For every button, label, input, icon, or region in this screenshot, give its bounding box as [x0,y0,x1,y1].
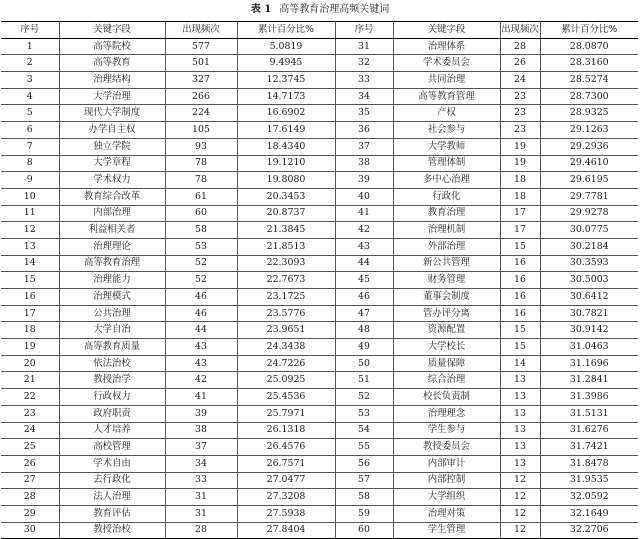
frequency-cell: 23 [500,122,540,139]
index-cell: 44 [335,255,393,272]
table-row [1,172,638,189]
header-frequency: 出现频次 [165,22,237,39]
index-cell: 19 [1,339,59,356]
keyword-cell: 治理体系 [393,38,500,55]
frequency-cell: 43 [165,339,237,356]
table-row [1,489,638,506]
cumulative-percent-cell: 23.9651 [237,322,335,339]
index-cell: 17 [1,305,59,322]
cumulative-percent-cell: 32.0592 [540,489,638,506]
frequency-cell: 13 [500,389,540,406]
table-row [1,372,638,389]
frequency-cell: 52 [165,255,237,272]
keyword-cell: 内部治理 [59,205,165,222]
keyword-cell: 高等院校 [59,38,165,55]
cumulative-percent-cell: 28.3160 [540,55,638,72]
keyword-cell: 法人治理 [59,489,165,506]
cumulative-percent-cell: 28.5274 [540,72,638,89]
index-cell: 54 [335,422,393,439]
frequency-cell: 327 [165,72,237,89]
frequency-cell: 501 [165,55,237,72]
index-cell: 41 [335,205,393,222]
table-row [1,405,638,422]
keyword-cell: 校长负责制 [393,389,500,406]
keyword-cell: 高等教育管理 [393,88,500,105]
index-cell: 5 [1,105,59,122]
index-cell: 37 [335,138,393,155]
index-cell: 3 [1,72,59,89]
table-row [1,88,638,105]
table-row [1,522,638,539]
frequency-cell: 17 [500,205,540,222]
keyword-cell: 财务管理 [393,272,500,289]
keyword-cell: 高等教育 [59,55,165,72]
cumulative-percent-cell: 30.7821 [540,305,638,322]
index-cell: 50 [335,355,393,372]
cumulative-percent-cell: 31.9535 [540,472,638,489]
cumulative-percent-cell: 25.0925 [237,372,335,389]
keyword-cell: 独立学院 [59,138,165,155]
cumulative-percent-cell: 24.3438 [237,339,335,356]
cumulative-percent-cell: 31.6276 [540,422,638,439]
cumulative-percent-cell: 12.3745 [237,72,335,89]
cumulative-percent-cell: 32.2706 [540,522,638,539]
index-cell: 11 [1,205,59,222]
index-cell: 39 [335,172,393,189]
cumulative-percent-cell: 22.3093 [237,255,335,272]
cumulative-percent-cell: 21.8513 [237,238,335,255]
frequency-cell: 13 [500,455,540,472]
keyword-cell: 教育评估 [59,505,165,522]
index-cell: 56 [335,455,393,472]
keyword-cell: 学术权力 [59,172,165,189]
table-row [1,355,638,372]
table-row [1,55,638,72]
frequency-cell: 58 [165,222,237,239]
cumulative-percent-cell: 24.7226 [237,355,335,372]
frequency-cell: 13 [500,422,540,439]
table-row [1,238,638,255]
index-cell: 36 [335,122,393,139]
table-caption-title: 高等教育治理高频关键词 [279,4,390,15]
keyword-cell: 依法治校 [59,355,165,372]
frequency-cell: 13 [500,372,540,389]
cumulative-percent-cell: 28.0870 [540,38,638,55]
keyword-cell: 教授治学 [59,372,165,389]
cumulative-percent-cell: 31.1696 [540,355,638,372]
cumulative-percent-cell: 23.1725 [237,289,335,306]
cumulative-percent-cell: 29.1263 [540,122,638,139]
header-cumulative-percent: 累计百分比% [237,22,335,39]
keyword-cell: 去行政化 [59,472,165,489]
cumulative-percent-cell: 28.7300 [540,88,638,105]
frequency-cell: 78 [165,155,237,172]
keyword-cell: 质量保障 [393,355,500,372]
keyword-cell: 学生参与 [393,422,500,439]
frequency-cell: 12 [500,472,540,489]
index-cell: 1 [1,38,59,55]
cumulative-percent-cell: 20.3453 [237,188,335,205]
frequency-cell: 60 [165,205,237,222]
index-cell: 34 [335,88,393,105]
index-cell: 52 [335,389,393,406]
keyword-cell: 产权 [393,105,500,122]
keyword-cell: 外部治理 [393,238,500,255]
cumulative-percent-cell: 30.2184 [540,238,638,255]
cumulative-percent-cell: 32.1649 [540,505,638,522]
cumulative-percent-cell: 26.4576 [237,439,335,456]
table-row [1,205,638,222]
keyword-cell: 治理模式 [59,289,165,306]
keyword-cell: 治理结构 [59,72,165,89]
cumulative-percent-cell: 27.0477 [237,472,335,489]
frequency-cell: 105 [165,122,237,139]
index-cell: 16 [1,289,59,306]
index-cell: 4 [1,88,59,105]
table-row [1,38,638,55]
frequency-cell: 31 [165,489,237,506]
index-cell: 55 [335,439,393,456]
keyword-cell: 公共治理 [59,305,165,322]
table-row [1,272,638,289]
frequency-cell: 12 [500,489,540,506]
frequency-cell: 23 [500,105,540,122]
frequency-cell: 16 [500,255,540,272]
header-index: 序号 [1,22,59,39]
cumulative-percent-cell: 30.0775 [540,222,638,239]
cumulative-percent-cell: 28.9325 [540,105,638,122]
cumulative-percent-cell: 29.4610 [540,155,638,172]
index-cell: 29 [1,505,59,522]
frequency-cell: 16 [500,305,540,322]
cumulative-percent-cell: 9.4945 [237,55,335,72]
table-caption [0,4,640,16]
frequency-cell: 14 [500,355,540,372]
index-cell: 30 [1,522,59,539]
index-cell: 32 [335,55,393,72]
keyword-cell: 新公共管理 [393,255,500,272]
frequency-cell: 15 [500,322,540,339]
frequency-cell: 19 [500,155,540,172]
header-keyword: 关键字段 [393,22,500,39]
keyword-cell: 大学治理 [59,88,165,105]
index-cell: 47 [335,305,393,322]
keyword-cell: 内部控制 [393,472,500,489]
cumulative-percent-cell: 30.9142 [540,322,638,339]
cumulative-percent-cell: 31.8478 [540,455,638,472]
cumulative-percent-cell: 30.5003 [540,272,638,289]
frequency-cell: 44 [165,322,237,339]
index-cell: 24 [1,422,59,439]
index-cell: 15 [1,272,59,289]
table-row [1,289,638,306]
frequency-cell: 15 [500,339,540,356]
keyword-cell: 教育综合改革 [59,188,165,205]
cumulative-percent-cell: 30.3593 [540,255,638,272]
frequency-cell: 266 [165,88,237,105]
frequency-cell: 13 [500,405,540,422]
index-cell: 51 [335,372,393,389]
keyword-cell: 治理理论 [59,238,165,255]
table-header-row [1,22,638,39]
keyword-cell: 内部审计 [393,455,500,472]
frequency-cell: 37 [165,439,237,456]
index-cell: 59 [335,505,393,522]
keyword-cell: 行政权力 [59,389,165,406]
cumulative-percent-cell: 29.7781 [540,188,638,205]
cumulative-percent-cell: 19.1210 [237,155,335,172]
index-cell: 14 [1,255,59,272]
cumulative-percent-cell: 26.7571 [237,455,335,472]
keyword-cell: 学术自由 [59,455,165,472]
table-row [1,472,638,489]
keyword-cell: 人才培养 [59,422,165,439]
index-cell: 28 [1,489,59,506]
keyword-cell: 资源配置 [393,322,500,339]
frequency-cell: 53 [165,238,237,255]
frequency-cell: 16 [500,272,540,289]
cumulative-percent-cell: 19.8080 [237,172,335,189]
cumulative-percent-cell: 30.6412 [540,289,638,306]
table-row [1,122,638,139]
header-keyword: 关键字段 [59,22,165,39]
frequency-cell: 34 [165,455,237,472]
index-cell: 22 [1,389,59,406]
index-cell: 38 [335,155,393,172]
index-cell: 20 [1,355,59,372]
table-row [1,422,638,439]
frequency-cell: 28 [500,38,540,55]
frequency-cell: 19 [500,138,540,155]
table-row [1,188,638,205]
frequency-cell: 46 [165,289,237,306]
keyword-cell: 共同治理 [393,72,500,89]
keyword-cell: 大学校长 [393,339,500,356]
frequency-cell: 13 [500,439,540,456]
frequency-cell: 224 [165,105,237,122]
index-cell: 45 [335,272,393,289]
index-cell: 40 [335,188,393,205]
cumulative-percent-cell: 29.2936 [540,138,638,155]
cumulative-percent-cell: 25.4536 [237,389,335,406]
keyword-cell: 现代大学制度 [59,105,165,122]
index-cell: 2 [1,55,59,72]
table-row [1,72,638,89]
keyword-cell: 学术委员会 [393,55,500,72]
keyword-cell: 教育治理 [393,205,500,222]
cumulative-percent-cell: 27.5938 [237,505,335,522]
table-row [1,439,638,456]
index-cell: 35 [335,105,393,122]
table-row [1,322,638,339]
keyword-cell: 多中心治理 [393,172,500,189]
frequency-cell: 23 [500,88,540,105]
keyword-cell: 综合治理 [393,372,500,389]
keyword-cell: 学生管理 [393,522,500,539]
table-row [1,222,638,239]
keyword-cell: 高校管理 [59,439,165,456]
cumulative-percent-cell: 31.2841 [540,372,638,389]
index-cell: 60 [335,522,393,539]
cumulative-percent-cell: 22.7673 [237,272,335,289]
cumulative-percent-cell: 27.8404 [237,522,335,539]
frequency-cell: 577 [165,38,237,55]
header-cumulative-percent: 累计百分比% [540,22,638,39]
keyword-cell: 政府职责 [59,405,165,422]
table-row [1,305,638,322]
table-row [1,339,638,356]
keyword-cell: 教授治校 [59,522,165,539]
index-cell: 12 [1,222,59,239]
keyword-cell: 治理理念 [393,405,500,422]
index-cell: 21 [1,372,59,389]
index-cell: 13 [1,238,59,255]
keyword-cell: 高等教育质量 [59,339,165,356]
keyword-cell: 办学自主权 [59,122,165,139]
frequency-cell: 15 [500,238,540,255]
index-cell: 33 [335,72,393,89]
table-row [1,105,638,122]
cumulative-percent-cell: 31.0463 [540,339,638,356]
index-cell: 26 [1,455,59,472]
keyword-cell: 大学教师 [393,138,500,155]
table-caption-label: 表 1 [250,4,272,15]
keyword-cell: 利益相关者 [59,222,165,239]
index-cell: 23 [1,405,59,422]
index-cell: 25 [1,439,59,456]
keyword-cell: 教授委员会 [393,439,500,456]
keyword-cell: 社会参与 [393,122,500,139]
frequency-cell: 39 [165,405,237,422]
cumulative-percent-cell: 5.0819 [237,38,335,55]
index-cell: 8 [1,155,59,172]
table-row [1,155,638,172]
cumulative-percent-cell: 17.6149 [237,122,335,139]
keyword-cell: 大学组织 [393,489,500,506]
index-cell: 57 [335,472,393,489]
cumulative-percent-cell: 25.7971 [237,405,335,422]
header-index: 序号 [335,22,393,39]
cumulative-percent-cell: 16.6902 [237,105,335,122]
frequency-cell: 78 [165,172,237,189]
cumulative-percent-cell: 20.8737 [237,205,335,222]
index-cell: 43 [335,238,393,255]
cumulative-percent-cell: 31.7421 [540,439,638,456]
index-cell: 27 [1,472,59,489]
index-cell: 10 [1,188,59,205]
cumulative-percent-cell: 14.7173 [237,88,335,105]
cumulative-percent-cell: 23.5776 [237,305,335,322]
table-row [1,389,638,406]
keyword-cell: 行政化 [393,188,500,205]
table-body [1,38,638,539]
frequency-cell: 12 [500,505,540,522]
frequency-cell: 38 [165,422,237,439]
keyword-cell: 高等教育治理 [59,255,165,272]
cumulative-percent-cell: 27.3208 [237,489,335,506]
index-cell: 49 [335,339,393,356]
frequency-cell: 52 [165,272,237,289]
keyword-cell: 大学自治 [59,322,165,339]
index-cell: 7 [1,138,59,155]
frequency-cell: 61 [165,188,237,205]
cumulative-percent-cell: 29.9278 [540,205,638,222]
header-frequency: 出现频次 [500,22,540,39]
frequency-cell: 24 [500,72,540,89]
frequency-cell: 93 [165,138,237,155]
cumulative-percent-cell: 18.4340 [237,138,335,155]
cumulative-percent-cell: 29.6195 [540,172,638,189]
frequency-cell: 18 [500,188,540,205]
index-cell: 42 [335,222,393,239]
frequency-cell: 43 [165,355,237,372]
frequency-cell: 46 [165,305,237,322]
frequency-cell: 33 [165,472,237,489]
frequency-cell: 42 [165,372,237,389]
frequency-cell: 31 [165,505,237,522]
cumulative-percent-cell: 31.3986 [540,389,638,406]
frequency-cell: 12 [500,522,540,539]
keyword-cell: 治理能力 [59,272,165,289]
table-row [1,255,638,272]
frequency-cell: 41 [165,389,237,406]
index-cell: 18 [1,322,59,339]
table-row [1,138,638,155]
cumulative-percent-cell: 26.1318 [237,422,335,439]
index-cell: 9 [1,172,59,189]
index-cell: 48 [335,322,393,339]
index-cell: 31 [335,38,393,55]
keyword-cell: 管理体制 [393,155,500,172]
keyword-cell: 董事会制度 [393,289,500,306]
frequency-cell: 28 [165,522,237,539]
table-row [1,455,638,472]
keyword-cell: 治理对策 [393,505,500,522]
keyword-cell: 治理机制 [393,222,500,239]
keyword-cell: 大学章程 [59,155,165,172]
cumulative-percent-cell: 31.5131 [540,405,638,422]
keyword-frequency-table [1,21,638,539]
frequency-cell: 17 [500,222,540,239]
table-row [1,505,638,522]
index-cell: 58 [335,489,393,506]
index-cell: 53 [335,405,393,422]
frequency-cell: 16 [500,289,540,306]
keyword-cell: 管办评分离 [393,305,500,322]
cumulative-percent-cell: 21.3845 [237,222,335,239]
index-cell: 46 [335,289,393,306]
frequency-cell: 18 [500,172,540,189]
index-cell: 6 [1,122,59,139]
frequency-cell: 26 [500,55,540,72]
